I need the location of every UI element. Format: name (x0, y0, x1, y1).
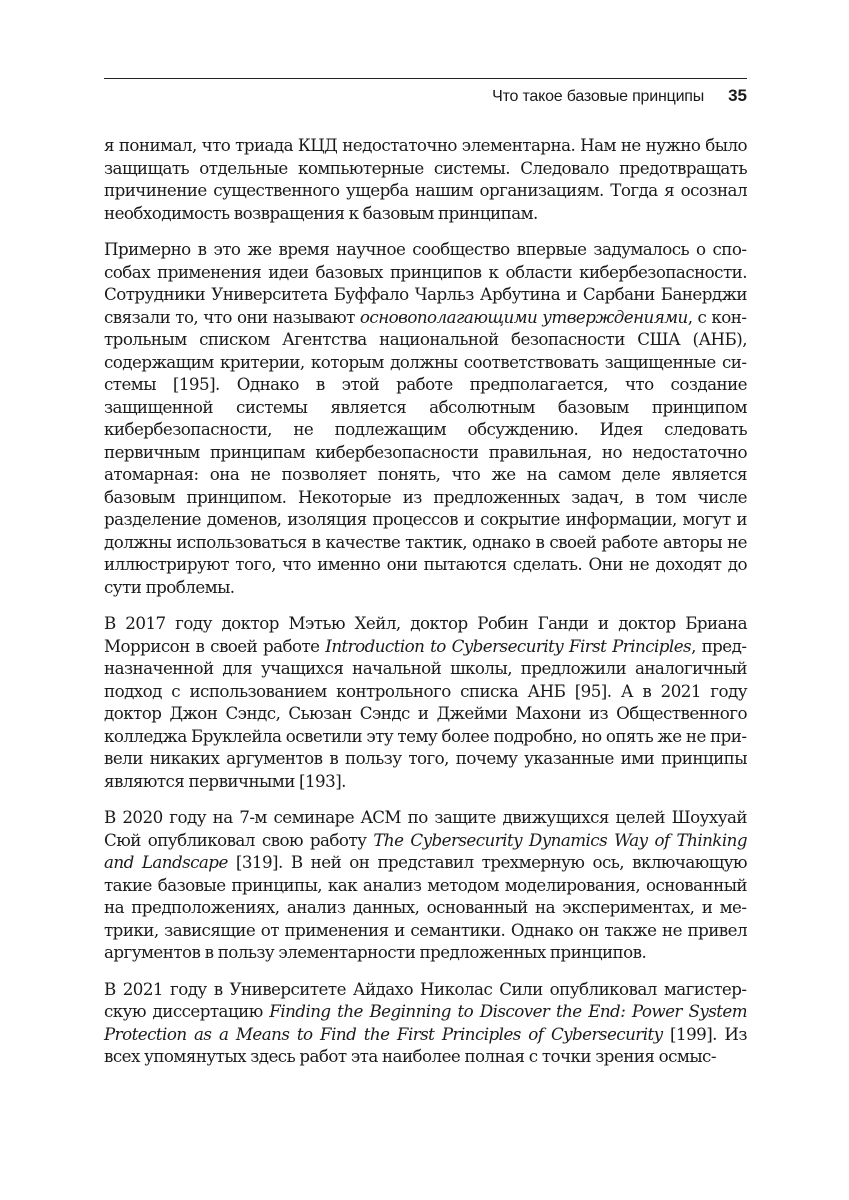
page-number: 35 (728, 86, 747, 105)
header-rule (104, 78, 747, 79)
text-run: , предназначенной для учащихся начальной школы, предложили аналогичный подход с использованием контрольного списка АНБ [95]. А в 2021 году доктор Джон Сэндс, Сьюзан Сэндс и Джейми Махони из Общественного колледжа Бруклейла осветили эту тему более подробно, но опять же не привели никаких аргументов в пользу того, почему указанные ими принципы являются первичными [193]. (104, 635, 747, 791)
text-run: В 2020 году на 7-м семинаре ACM по защите движущихся целей Шоухуай Сюй опубликовал свою работу (104, 807, 747, 850)
text-run: Примерно в это же время научное сообщество впервые задумалось о способах применения идеи базовых принципов к области кибербезопасности. Сотрудники Университета Буффало Чарльз Арбутина и Сарбани Банерджи связали то, что они называют (104, 239, 747, 327)
text-run: [319]. В ней он представил трехмерную ось, включающую такие базовые принципы, как анализ методом моделирования, основанный на предположениях, анализ данных, основанный на экспериментах, и метрики, зависящие от применения и семантики. Однако он также не привел аргументов в пользу элементарности предложенных принципов. (104, 852, 747, 962)
paragraph-4 (104, 806, 747, 964)
running-head (492, 86, 747, 106)
text-run: В 2017 году доктор Мэтью Хейл, доктор Робин Ганди и доктор Бриана Моррисон в своей работе (104, 613, 747, 656)
paragraph-3 (104, 612, 747, 792)
text-run: , с контрольным списком Агентства национальной безопасности США (АНБ), содержащим критерии, которым должны соответствовать защищенные системы [195]. Однако в этой работе предполагается, что создание защищенной системы является абсолютным базовым принципом кибербезопасности, не подлежащим обсуждению. Идея следовать первичным принципам кибербезопасности правильная, но недостаточно атомарная: она не позволяет понять, что же на самом деле является базовым принципом. Некоторые из предложенных задач, в том числе разделение доменов, изоляция процессов и сокрытие информации, могут и должны использоваться в качестве тактик, однако в своей работе авторы не иллюстрируют того, что именно они пытаются сделать. Они не доходят до сути проблемы. (104, 306, 748, 597)
italic-title: The Cybersecurity Dynamics Way of Thinking and Landscape (104, 829, 747, 872)
paragraph-1 (104, 134, 747, 224)
paragraph-2 (104, 238, 747, 598)
paragraph-5 (104, 978, 747, 1068)
text-run: [199]. Из всех упомянутых здесь работ эта наиболее полная с точки зрения осмыс- (104, 1023, 747, 1066)
text-run: я понимал, что триада КЦД недостаточно элементарна. Нам не нужно было защищать отдельные компьютерные системы. Следовало предотвращать причинение существенного ущерба нашим организациям. Тогда я осознал необходимость возвращения к базовым принципам. (104, 135, 747, 223)
running-title: Что такое базовые принципы (492, 88, 705, 105)
italic-title: Introduction to Cybersecurity First Principles (325, 635, 692, 656)
italic-title: Finding the Beginning to Discover the End: Power System Protection as a Means to Find the First Principles of Cybersecurity (104, 1001, 747, 1044)
text-run: В 2021 году в Университете Айдахо Николас Сили опубликовал магистерскую диссертацию (104, 978, 747, 1021)
body-text (104, 134, 747, 1082)
italic-term: основополагающими утверждениями (359, 306, 688, 327)
